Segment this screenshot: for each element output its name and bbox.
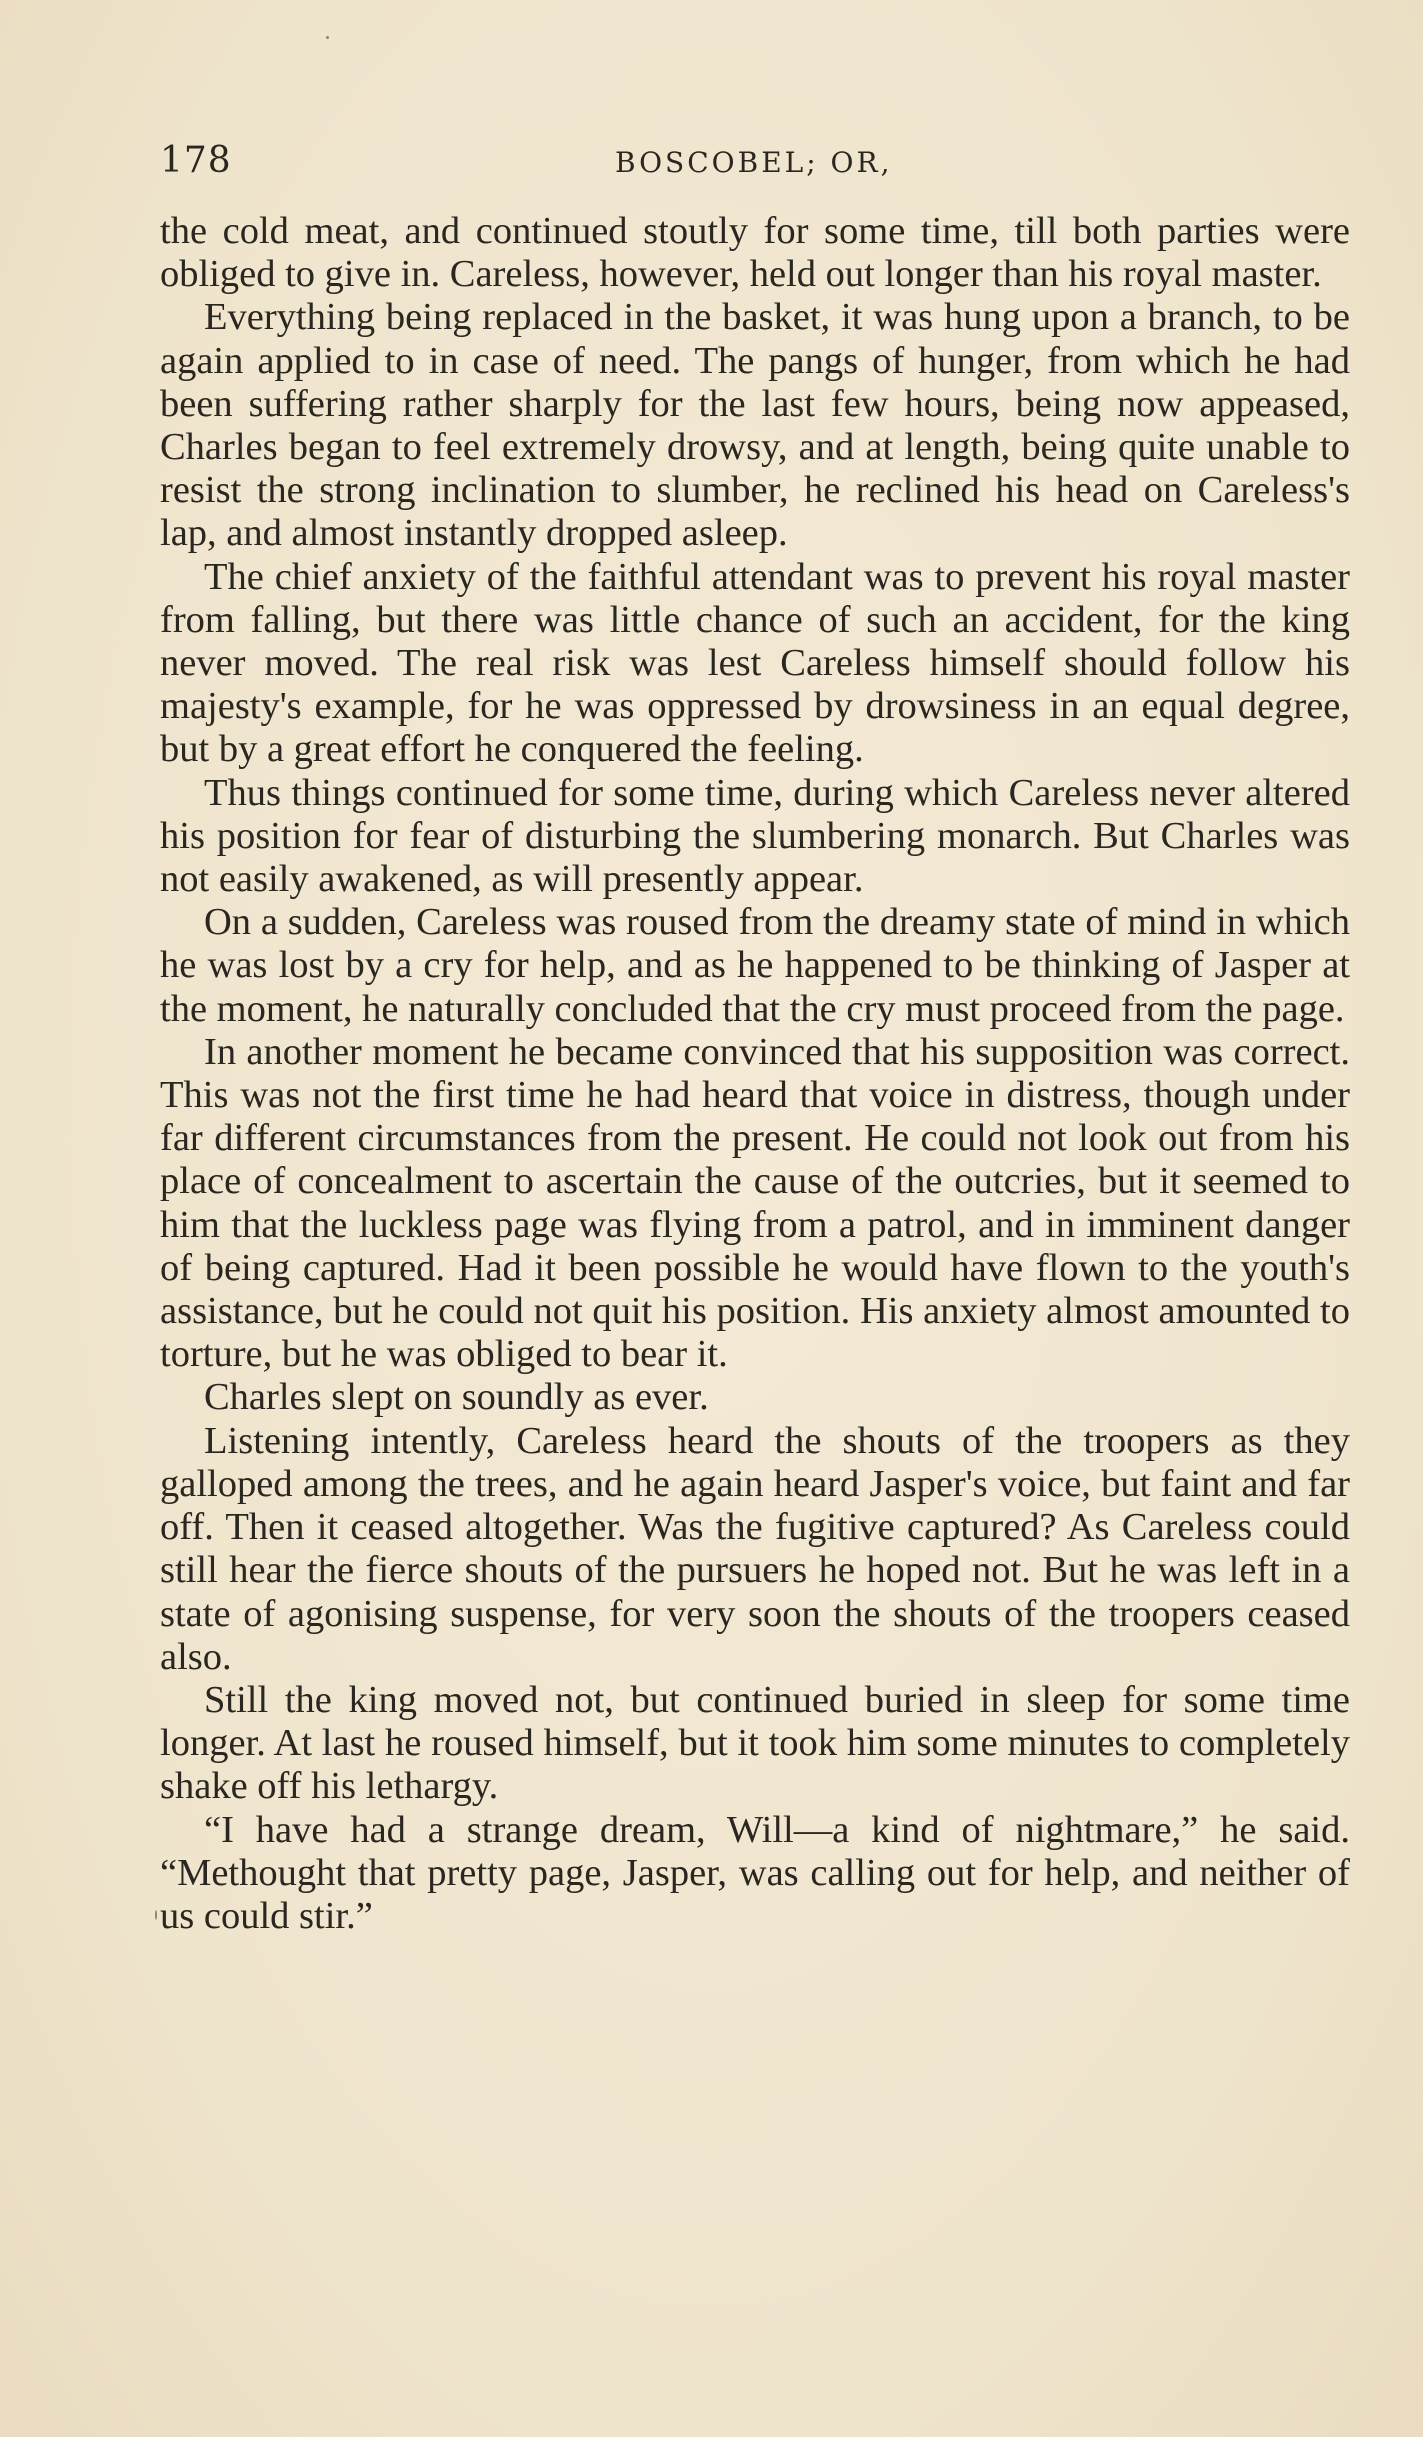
paragraph: In another moment he became convinced that his supposition was correct. This was not the first time he had heard that voice in distress, though under far different circumstances from the present. He could not look out from his place of concealment to ascertain the cause of the outcries, but it seemed to him that the luckless page was flying from a patrol, and in imminent danger of being captured. Had it been possible he would have flown to the youth's assistance, but he could not quit his position. His anxiety almost amounted to torture, but he was obliged to bear it. [160,1030,1350,1376]
paragraph: the cold meat, and continued stoutly for some time, till both parties were obliged to give in. Careless, however, held out longer than his royal master. [160,210,1350,296]
ink-speck [155,1910,157,1920]
paragraph: Still the king moved not, but continued buried in sleep for some time longer. At last he roused himself, but it took him some minutes to completely shake off his lethargy. [160,1678,1350,1808]
ink-speck [326,36,329,39]
paragraph: Thus things continued for some time, during which Careless never altered his position for fear of disturbing the slumbering monarch. But Charles was not easily awakened, as will presently appear. [160,771,1350,901]
page-header [160,140,1360,190]
paragraph: Charles slept on soundly as ever. [204,1376,709,1419]
paragraph: “I have had a strange dream, Will—a kind of nightmare,” he said. “Methought that pretty page, Jasper, was calling out for help, and neither of us could stir.” [160,1808,1350,1937]
page-number: 178 [160,140,232,181]
running-title: BOSCOBEL; OR, [615,146,893,179]
paragraph: The chief anxiety of the faithful attendant was to prevent his royal master from falling, but there was little chance of such an accident, for the king never moved. The real risk was lest Careless himself should follow his majesty's example, for he was oppressed by drowsiness in an equal degree, but by a great effort he conquered the feeling. [160,555,1350,771]
paragraph: On a sudden, Careless was roused from the dreamy state of mind in which he was lost by a cry for help, and as he happened to be thinking of Jasper at the moment, he naturally concluded that the cry must proceed from the page. [160,901,1350,1030]
body-text [160,210,1350,1938]
paragraph: Everything being replaced in the basket, it was hung upon a branch, to be again applied to in case of need. The pangs of hunger, from which he had been suffering rather sharply for the last few hours, being now appeased, Charles began to feel extremely drowsy, and at length, being quite unable to resist the strong inclination to slumber, he reclined his head on Careless's lap, and almost instantly dropped asleep. [160,296,1350,555]
paragraph: Listening intently, Careless heard the shouts of the troopers as they galloped among the trees, and he again heard Jasper's voice, but faint and far off. Then it ceased altogether. Was the fugitive captured? As Careless could still hear the fierce shouts of the pursuers he hoped not. But he was left in a state of agonising suspense, for very soon the shouts of the troopers ceased also. [160,1419,1350,1678]
